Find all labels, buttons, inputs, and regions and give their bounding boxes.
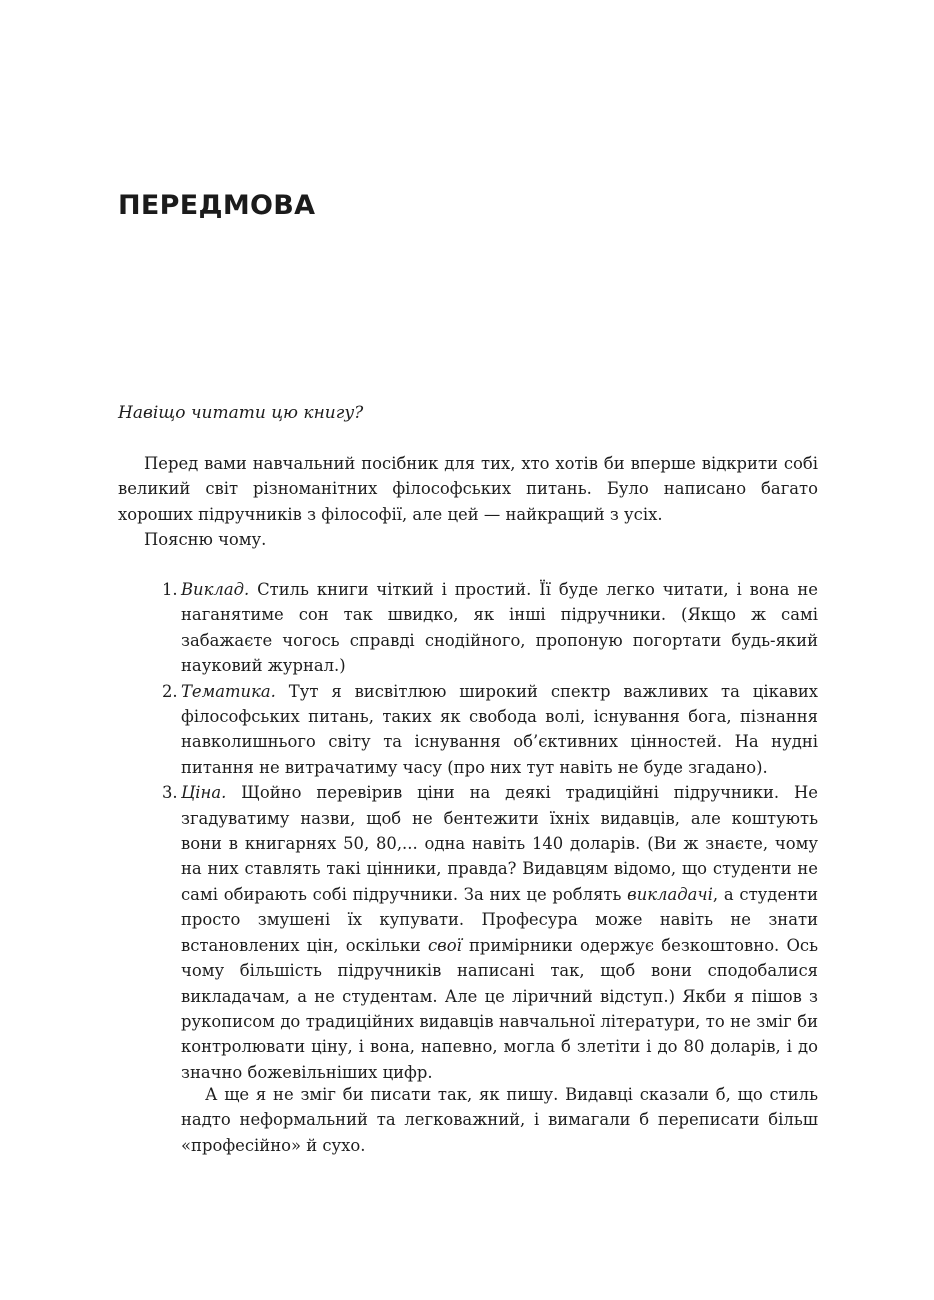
explain-paragraph: Поясню чому. bbox=[144, 530, 267, 549]
list-item-text: Тут я висвітлюю широкий спектр важливих та цікавих філософських питань, таких як свобода волі, існування бога, пізнання навколишнього світу та існування об’єктивних цінностей. На нудні питання не витрачатиму часу (про них тут навіть не буде згадано). bbox=[181, 681, 818, 777]
list-item-text: , а студенти просто змушені їх купувати. Професура може навіть не знати встановлених цін, оскільки bbox=[181, 884, 818, 955]
list-item-number: 2. bbox=[162, 681, 178, 701]
list-item-text: Щойно перевірив ціни на деякі традиційні підручники. Не згадуватиму назви, щоб не бентежити їхніх видавців, але коштують вони в книгарнях 50, 80,... одна навіть 140 доларів. (Ви ж знаєте, чому на них ставлять такі цінники, правда? Видавцям відомо, що студенти не самі обирають собі підручники. За них це роблять bbox=[181, 783, 818, 904]
list-item-text: примірники одержує безкоштовно. Ось чому більшість підручників написані так, щоб вони сподобалися викладачам, а не студентам. Але це ліричний відступ.) Якби я пішов з рукописом до традиційних видавців навчальної літератури, то не зміг би контролювати ціну, і вона, напевно, могла б злетіти і до 80 доларів, і до значно божевільніших цифр. bbox=[181, 935, 818, 1082]
list-item-term: Тематика. bbox=[181, 681, 276, 701]
list-item-number: 3. bbox=[162, 783, 178, 803]
intro-paragraph: Перед вами навчальний посібник для тих, хто хотів би вперше відкрити собі великий світ різноманітних філософських питань. Було написано багато хороших підручників з філософії, але цей — найкращий з усіх. bbox=[118, 454, 818, 524]
closing-paragraph: А ще я не зміг би писати так, як пишу. Видавці сказали б, що стиль надто неформальний та легковажний, і вимагали б переписати більш «професійно» й сухо. bbox=[181, 1085, 818, 1155]
list-item bbox=[118, 577, 818, 679]
list-item-number: 1. bbox=[162, 580, 178, 599]
list-item bbox=[118, 780, 818, 1085]
page-title: ПЕРЕДМОВА bbox=[118, 190, 316, 221]
list-item-term: Виклад. bbox=[181, 580, 250, 599]
list-item-text: Стиль книги чіткий і простий. Її буде легко читати, і вона не наганятиме сон так швидко, як інші підручники. (Якщо ж самі забажаєте чогось справді снодійного, пропоную погортати будь-який науковий журнал.) bbox=[181, 580, 818, 676]
list-item-emphasis: викладачі bbox=[627, 884, 713, 904]
list-item-term: Ціна. bbox=[181, 783, 227, 803]
list-item-emphasis: свої bbox=[427, 935, 462, 955]
list-item bbox=[118, 679, 818, 781]
section-question: Навіщо читати цю книгу? bbox=[118, 403, 364, 423]
reasons-list bbox=[118, 577, 818, 1085]
